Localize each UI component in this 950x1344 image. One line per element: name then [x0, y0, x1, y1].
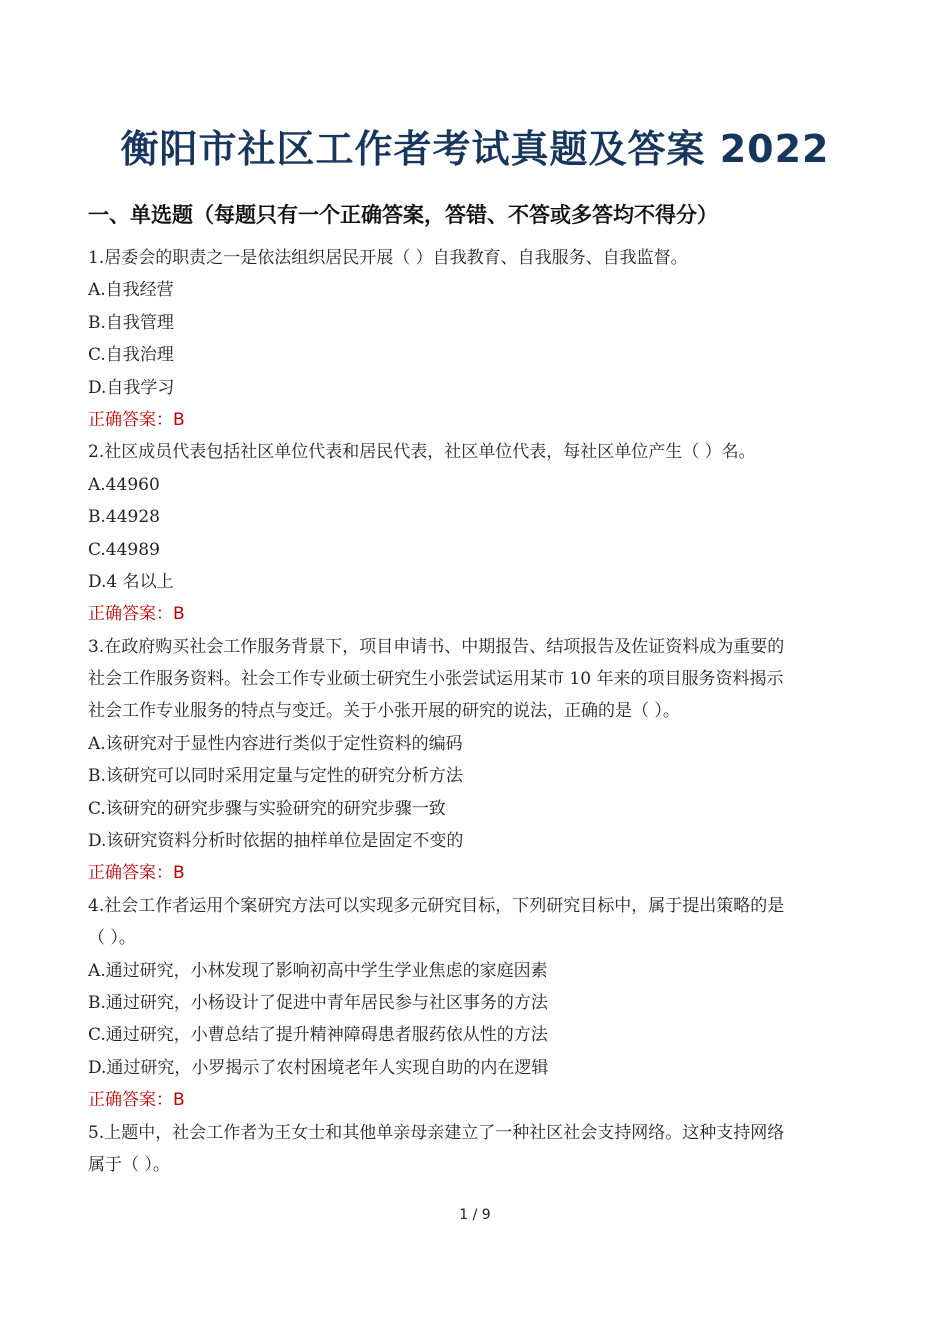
- question-stem: 社会工作服务资料。社会工作专业硕士研究生小张尝试运用某市 10 年来的项目服务资料揭示: [88, 669, 784, 690]
- option-d: D.4 名以上: [88, 571, 174, 592]
- option-c: C.通过研究，小曹总结了提升精神障碍患者服药依从性的方法: [88, 1025, 548, 1046]
- correct-answer: 正确答案：B: [88, 409, 185, 430]
- question-2: [88, 436, 868, 630]
- question-5: [88, 1117, 868, 1182]
- question-list: [88, 242, 868, 1181]
- option-a: A.该研究对于显性内容进行类似于定性资料的编码: [88, 733, 463, 754]
- question-stem: 社会工作专业服务的特点与变迁。关于小张开展的研究的说法，正确的是（ ）。: [88, 701, 680, 722]
- correct-answer: 正确答案：B: [88, 863, 185, 884]
- option-c: C.44989: [88, 539, 160, 560]
- document-title: 衡阳市社区工作者考试真题及答案 2022: [120, 127, 830, 171]
- option-a: A.通过研究，小林发现了影响初高中学生学业焦虑的家庭因素: [88, 960, 548, 981]
- option-c: C.该研究的研究步骤与实验研究的研究步骤一致: [88, 798, 446, 819]
- option-b: B.该研究可以同时采用定量与定性的研究分析方法: [88, 766, 463, 787]
- correct-answer: 正确答案：B: [88, 604, 185, 625]
- correct-answer: 正确答案：B: [88, 1090, 185, 1111]
- question-stem: 1.居委会的职责之一是依法组织居民开展（ ）自我教育、自我服务、自我监督。: [88, 248, 688, 268]
- question-3: [88, 631, 868, 890]
- question-4: [88, 890, 868, 1117]
- page-number: 1 / 9: [459, 1207, 491, 1223]
- option-d: D.自我学习: [88, 377, 175, 398]
- option-b: B.44928: [88, 507, 160, 528]
- question-stem: 4.社会工作者运用个案研究方法可以实现多元研究目标，下列研究目标中，属于提出策略的是: [88, 895, 785, 916]
- section-heading: 一、单选题（每题只有一个正确答案，答错、不答或多答均不得分）: [88, 203, 718, 227]
- option-a: A.44960: [88, 474, 160, 495]
- question-stem: 3.在政府购买社会工作服务背景下，项目申请书、中期报告、结项报告及佐证资料成为重要的: [88, 636, 785, 657]
- question-stem: （ ）。: [88, 928, 136, 949]
- option-a: A.自我经营: [88, 280, 174, 301]
- option-d: D.该研究资料分析时依据的抽样单位是固定不变的: [88, 831, 464, 852]
- option-b: B.通过研究，小杨设计了促进中青年居民参与社区事务的方法: [88, 992, 548, 1013]
- question-stem: 2.社区成员代表包括社区单位代表和居民代表，社区单位代表，每社区单位产生（ ）名。: [88, 442, 756, 463]
- question-stem: 属于（ ）。: [88, 1154, 170, 1175]
- option-b: B.自我管理: [88, 312, 174, 333]
- question-1: [88, 242, 868, 436]
- option-c: C.自我治理: [88, 345, 174, 366]
- option-d: D.通过研究，小罗揭示了农村困境老年人实现自助的内在逻辑: [88, 1057, 549, 1078]
- question-stem: 5.上题中，社会工作者为王女士和其他单亲母亲建立了一种社区社会支持网络。这种支持网络: [88, 1122, 785, 1143]
